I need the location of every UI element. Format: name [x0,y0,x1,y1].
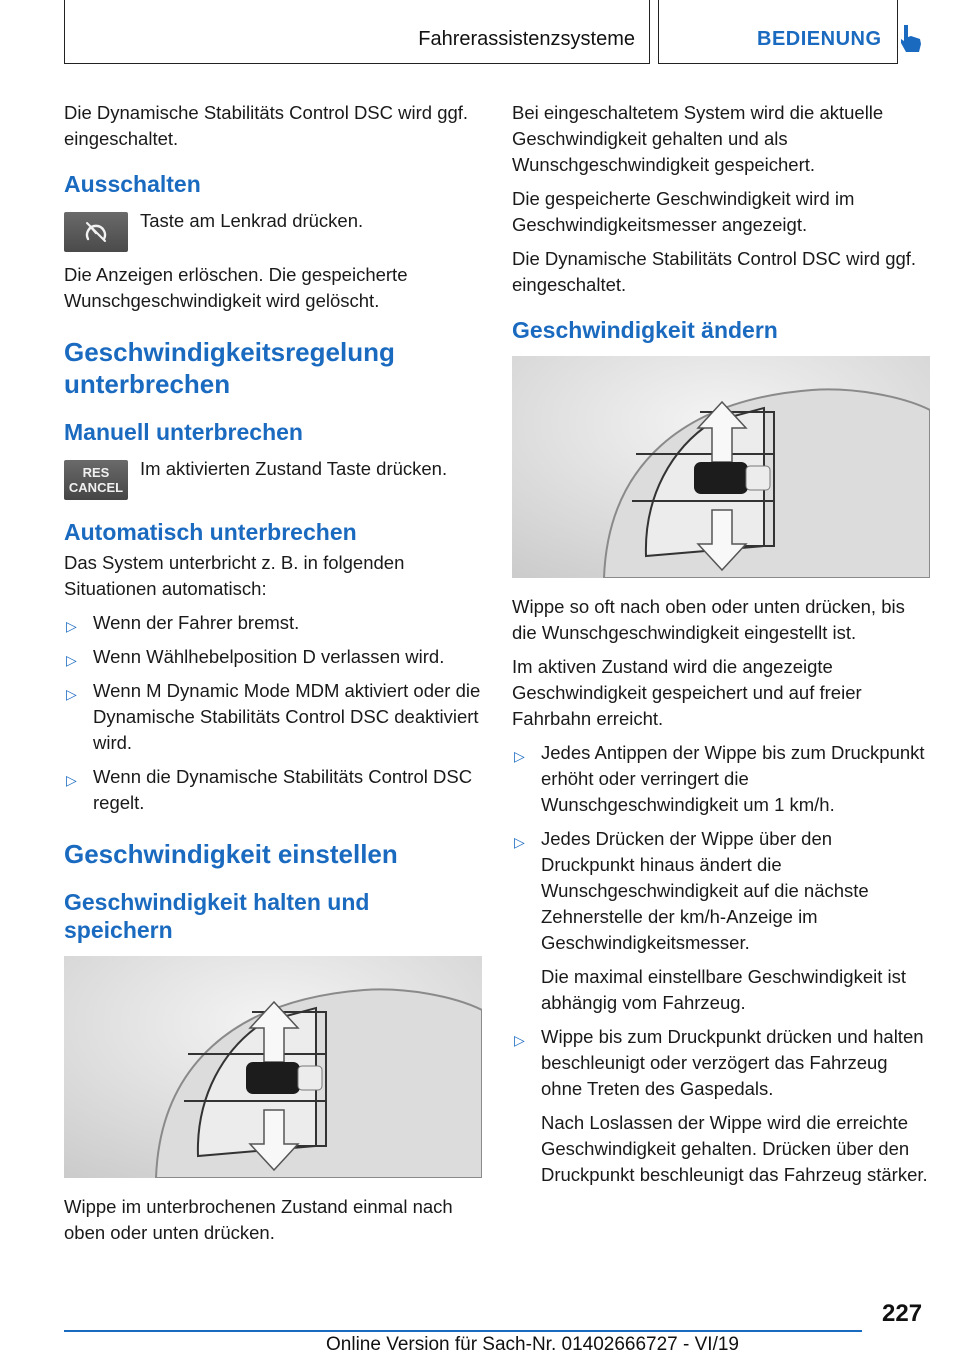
auto-intro-text: Das System unterbricht z. B. in folgenden Situationen automatisch: [64,552,405,599]
off-instruction [64,208,482,252]
list-item-note: Nach Loslassen der Wippe wird die erreichte Geschwindigkeit gehalten. Drücken über den Druckpunkt beschleunigt das Fahrzeug stärker. [541,1112,928,1185]
change-p1: Wippe so oft nach oben oder unten drücken, bis die Wunschgeschwindigkeit eingestellt ist. [512,596,905,643]
pointing-hand-icon [895,22,929,56]
cancel-label: CANCEL [68,480,124,495]
triangle-bullet-icon: ▷ [66,772,77,788]
heading-set-speed: Geschwindigkeit einstellen [64,839,398,869]
header-section-box [64,0,650,64]
page-number: 227 [882,1300,923,1327]
steering-wheel-rocker-illustration-2 [512,356,930,578]
header-section-title: Fahrerassistenzsysteme [418,28,635,50]
list-item: ▷ Jedes Drücken der Wippe über den Druckpunkt hinaus ändert die Wunschgeschwindigkeit auf die nächste Zehnerstelle der km/h-Anzeige im Geschwindigkeitsmesser. Die maximal einstellbare Geschwindigkeit ist abhängig vom Fahrzeug. [512,826,930,1016]
heading-hold-speed: Geschwindigkeit halten und speichern [64,889,370,943]
dsc-intro-text: Die Dynamische Stabilitäts Control DSC wird ggf. eingeschaltet. [64,102,469,149]
change-speed-list [512,740,930,1188]
hold-text: Wippe im unterbrochenen Zustand einmal nach oben oder unten drücken. [64,1196,453,1243]
list-item-note: Die maximal einstellbare Geschwindigkeit ist abhängig vom Fahrzeug. [541,966,907,1013]
manual-instruction [64,456,482,500]
header-chapter-title: BEDIENUNG [757,28,882,50]
triangle-bullet-icon: ▷ [66,652,77,668]
res-label: RES [82,465,110,480]
manual-text: Im aktivierten Zustand Taste drücken. [140,458,448,479]
heading-change-speed: Geschwindigkeit ändern [512,317,778,343]
triangle-bullet-icon: ▷ [66,618,77,634]
right-p1: Bei eingeschaltetem System wird die aktuelle Geschwindigkeit gehalten und als Wunschgeschwindigkeit gespeichert. [512,102,884,175]
right-p2: Die gespeicherte Geschwindigkeit wird im Geschwindigkeitsmesser angezeigt. [512,188,855,235]
list-item: ▷ Wenn M Dynamic Mode MDM aktiviert oder die Dynamische Stabilitäts Control DSC deaktiviert wird. [66,680,481,753]
auto-interrupt-list [64,610,482,816]
triangle-bullet-icon: ▷ [66,686,77,702]
list-item: ▷ Wippe bis zum Druckpunkt drücken und halten beschleunigt oder verzögert das Fahrzeug ohne Treten des Gaspedals. Nach Loslassen der Wippe wird die erreichte Geschwindigkeit gehalten. Drücken über den Druckpunkt beschleunigt das Fahrzeug stärker. [512,1024,930,1188]
res-cancel-button-icon [64,460,128,500]
list-item: ▷ Wenn Wählhebelposition D verlassen wird. [64,644,482,670]
triangle-bullet-icon: ▷ [514,748,525,764]
triangle-bullet-icon: ▷ [514,1032,525,1048]
right-p3: Die Dynamische Stabilitäts Control DSC wird ggf. eingeschaltet. [512,248,917,295]
left-column [64,100,482,1254]
off-button-text: Taste am Lenkrad drücken. [140,210,364,231]
right-column [512,100,930,1196]
footer-divider [64,1330,862,1332]
heading-manual-interrupt: Manuell unterbrechen [64,419,303,445]
list-item: ▷ Wenn die Dynamische Stabilitäts Control DSC regelt. [66,766,473,813]
off-result-text: Die Anzeigen erlöschen. Die gespeicherte Wunschgeschwindigkeit wird gelöscht. [64,264,408,311]
change-p2: Im aktiven Zustand wird die angezeigte Geschwindigkeit gespeichert und auf freier Fahrbahn erreicht. [512,656,862,729]
heading-ausschalten: Ausschalten [64,171,201,197]
list-item: ▷ Wenn der Fahrer bremst. [64,610,482,636]
list-item: ▷ Jedes Antippen der Wippe bis zum Druckpunkt erhöht oder verringert die Wunschgeschwindigkeit um 1 km/h. [514,742,925,815]
footer-online-version: Online Version für Sach-Nr. 01402666727 - VI/19 [326,1334,739,1355]
cruise-control-off-button-icon [64,212,128,252]
steering-wheel-rocker-illustration [64,956,482,1178]
heading-interrupt: Geschwindigkeitsregelung unterbrechen [64,337,395,399]
triangle-bullet-icon: ▷ [514,834,525,850]
header-chapter-box [658,0,898,64]
heading-auto-interrupt: Automatisch unterbrechen [64,519,357,545]
